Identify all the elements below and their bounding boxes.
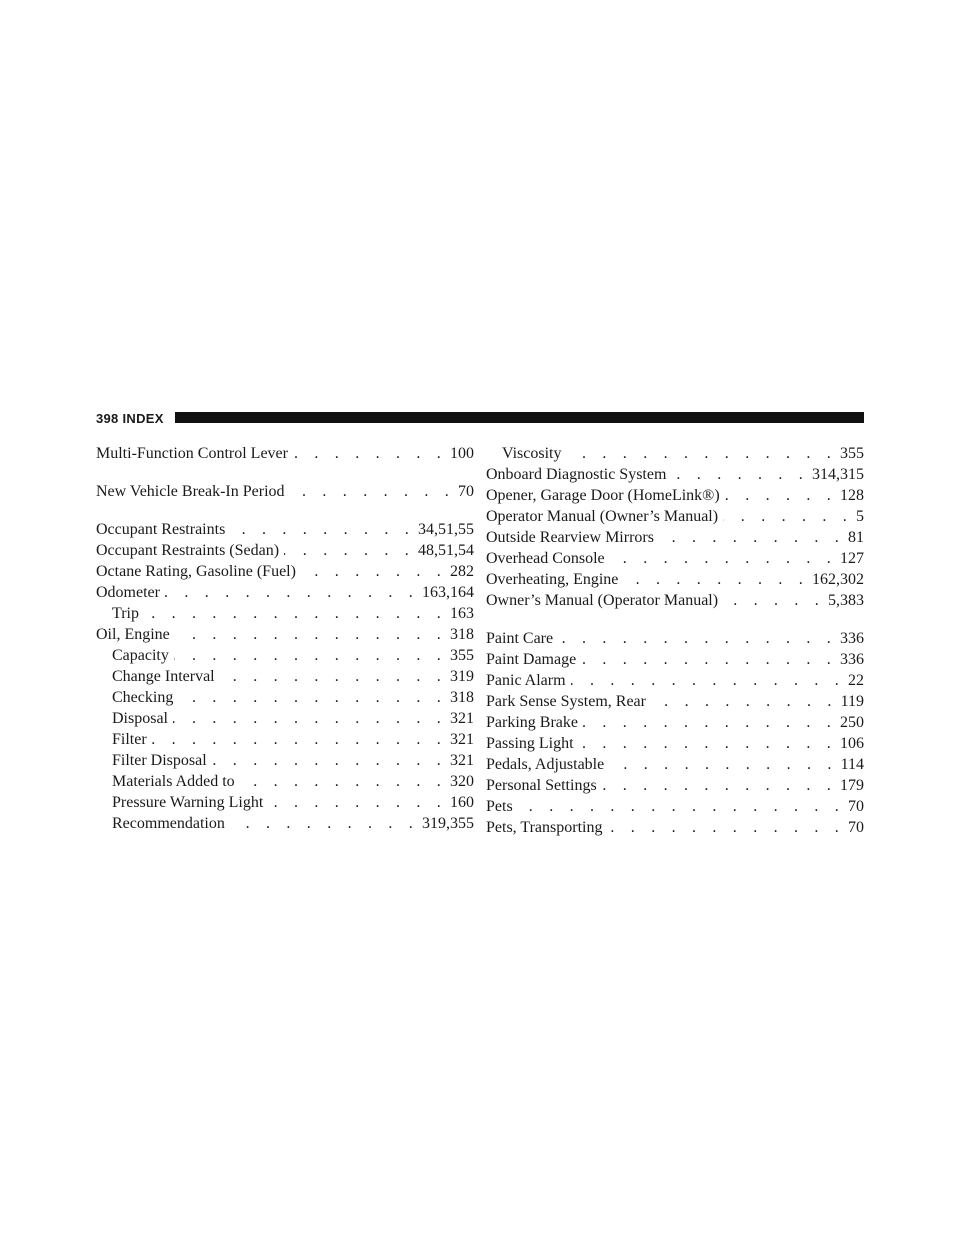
- page-reference: 318: [450, 689, 474, 706]
- header-rule: [175, 412, 864, 423]
- dot-leader: [651, 691, 838, 712]
- index-entry: [96, 481, 474, 502]
- dot-leader: [220, 666, 447, 687]
- index-subentry: [96, 708, 474, 729]
- index-term: Paint Care: [486, 630, 554, 647]
- page-reference: 114: [840, 756, 864, 773]
- dot-leader: [581, 649, 837, 670]
- index-term: Octane Rating, Gasoline (Fuel): [96, 563, 296, 580]
- index-subentry: [486, 443, 864, 464]
- dot-leader: [165, 582, 419, 603]
- page-reference: 5,383: [828, 592, 864, 609]
- index-entry: [96, 624, 474, 645]
- page-reference: 321: [450, 752, 474, 769]
- page-reference: 336: [840, 630, 864, 647]
- index-term: Pets, Transporting: [486, 819, 603, 836]
- index-column-right: [486, 443, 864, 838]
- page-reference: 128: [840, 487, 864, 504]
- dot-leader: [566, 443, 837, 464]
- dot-leader: [293, 443, 447, 464]
- page-reference: 34,51,55: [418, 521, 474, 538]
- index-entry: [486, 691, 864, 712]
- page-reference: 81: [848, 529, 864, 546]
- page-reference: 320: [450, 773, 474, 790]
- index-term: Outside Rearview Mirrors: [486, 529, 654, 546]
- index-entry: [486, 628, 864, 649]
- index-term: Occupant Restraints: [96, 521, 226, 538]
- index-subentry: [96, 729, 474, 750]
- dot-leader: [175, 624, 447, 645]
- index-term: Pedals, Adjustable: [486, 756, 605, 773]
- index-term: Materials Added to: [112, 773, 235, 790]
- index-term: Passing Light: [486, 735, 574, 752]
- dot-leader: [602, 775, 837, 796]
- index-entry: [486, 712, 864, 733]
- index-term: Personal Settings: [486, 777, 597, 794]
- index-term: Occupant Restraints (Sedan): [96, 542, 280, 559]
- index-term: Capacity: [112, 647, 169, 664]
- index-entry: [486, 733, 864, 754]
- index-entry: [96, 582, 474, 603]
- index-entry: [96, 561, 474, 582]
- index-term: Multi-Function Control Lever: [96, 445, 288, 462]
- page-reference: 70: [848, 819, 864, 836]
- page-reference: 179: [840, 777, 864, 794]
- page-reference: 321: [450, 710, 474, 727]
- index-subentry: [96, 687, 474, 708]
- index-subentry: [96, 792, 474, 813]
- dot-leader: [240, 771, 447, 792]
- page-reference: 160: [450, 794, 474, 811]
- page-reference: 119: [840, 693, 864, 710]
- index-term: Onboard Diagnostic System: [486, 466, 667, 483]
- index-term: Paint Damage: [486, 651, 577, 668]
- dot-leader: [290, 481, 455, 502]
- index-term: Park Sense System, Rear: [486, 693, 646, 710]
- index-column-left: [96, 443, 474, 834]
- index-entry: [486, 548, 864, 569]
- dot-leader: [609, 754, 837, 775]
- page-reference: 250: [840, 714, 864, 731]
- page-reference: 355: [450, 647, 474, 664]
- index-term: Checking: [112, 689, 174, 706]
- index-entry: [486, 485, 864, 506]
- dot-leader: [571, 670, 845, 691]
- dot-leader: [518, 796, 845, 817]
- index-term: Overheating, Engine: [486, 571, 619, 588]
- index-term: Owner’s Manual (Operator Manual): [486, 592, 719, 609]
- page-reference: 355: [840, 445, 864, 462]
- index-subentry: [96, 666, 474, 687]
- index-term: Trip: [112, 605, 139, 622]
- page-reference: 106: [840, 735, 864, 752]
- dot-leader: [301, 561, 447, 582]
- index-subentry: [96, 603, 474, 624]
- dot-leader: [579, 733, 837, 754]
- index-subentry: [96, 813, 474, 834]
- page-reference: 163: [450, 605, 474, 622]
- dot-leader: [723, 506, 853, 527]
- dot-leader: [607, 817, 845, 838]
- dot-leader: [178, 687, 447, 708]
- dot-leader: [152, 729, 447, 750]
- dot-leader: [174, 645, 447, 666]
- dot-leader: [284, 540, 415, 561]
- index-entry: [96, 540, 474, 561]
- dot-leader: [230, 519, 415, 540]
- index-entry: [486, 775, 864, 796]
- dot-leader: [558, 628, 837, 649]
- index-term: Filter Disposal: [112, 752, 207, 769]
- index-entry: [486, 506, 864, 527]
- index-term: Recommendation: [112, 815, 225, 832]
- index-entry: [486, 670, 864, 691]
- index-term: Pressure Warning Light: [112, 794, 264, 811]
- index-term: Change Interval: [112, 668, 215, 685]
- index-entry: [486, 590, 864, 611]
- dot-leader: [583, 712, 837, 733]
- index-term: Overhead Console: [486, 550, 605, 567]
- page-header: [96, 410, 864, 428]
- page-number-label: 398 INDEX: [96, 411, 164, 426]
- dot-leader: [173, 708, 447, 729]
- index-term: Pets: [486, 798, 513, 815]
- page-reference: 127: [840, 550, 864, 567]
- dot-leader: [659, 527, 845, 548]
- index-term: Opener, Garage Door (HomeLink®): [486, 487, 720, 504]
- page-reference: 162,302: [812, 571, 864, 588]
- page-reference: 100: [450, 445, 474, 462]
- dot-leader: [268, 792, 447, 813]
- index-term: Operator Manual (Owner’s Manual): [486, 508, 719, 525]
- page-reference: 319,355: [422, 815, 474, 832]
- dot-leader: [212, 750, 447, 771]
- dot-leader: [671, 464, 809, 485]
- page-reference: 70: [458, 483, 474, 500]
- dot-leader: [610, 548, 837, 569]
- index-entry: [486, 796, 864, 817]
- dot-leader: [725, 485, 837, 506]
- index-entry: [486, 649, 864, 670]
- index-subentry: [96, 750, 474, 771]
- page-reference: 70: [848, 798, 864, 815]
- page-reference: 22: [848, 672, 864, 689]
- index-term: New Vehicle Break-In Period: [96, 483, 285, 500]
- index-entry: [96, 519, 474, 540]
- index-entry: [486, 527, 864, 548]
- index-term: Odometer: [96, 584, 160, 601]
- page-reference: 48,51,54: [418, 542, 474, 559]
- page-reference: 336: [840, 651, 864, 668]
- dot-leader: [723, 590, 825, 611]
- index-entry: [96, 443, 474, 464]
- index-term: Oil, Engine: [96, 626, 170, 643]
- dot-leader: [623, 569, 809, 590]
- page-reference: 163,164: [422, 584, 474, 601]
- page-reference: 318: [450, 626, 474, 643]
- index-term: Filter: [112, 731, 147, 748]
- page-reference: 314,315: [812, 466, 864, 483]
- index-term: Panic Alarm: [486, 672, 566, 689]
- page-reference: 282: [450, 563, 474, 580]
- index-term: Disposal: [112, 710, 168, 727]
- index-entry: [486, 464, 864, 485]
- index-entry: [486, 569, 864, 590]
- index-term: Viscosity: [502, 445, 562, 462]
- page-reference: 5: [856, 508, 864, 525]
- dot-leader: [230, 813, 419, 834]
- index-subentry: [96, 771, 474, 792]
- page-reference: 321: [450, 731, 474, 748]
- index-term: Parking Brake: [486, 714, 578, 731]
- index-entry: [486, 754, 864, 775]
- dot-leader: [144, 603, 447, 624]
- index-subentry: [96, 645, 474, 666]
- index-entry: [486, 817, 864, 838]
- page-reference: 319: [450, 668, 474, 685]
